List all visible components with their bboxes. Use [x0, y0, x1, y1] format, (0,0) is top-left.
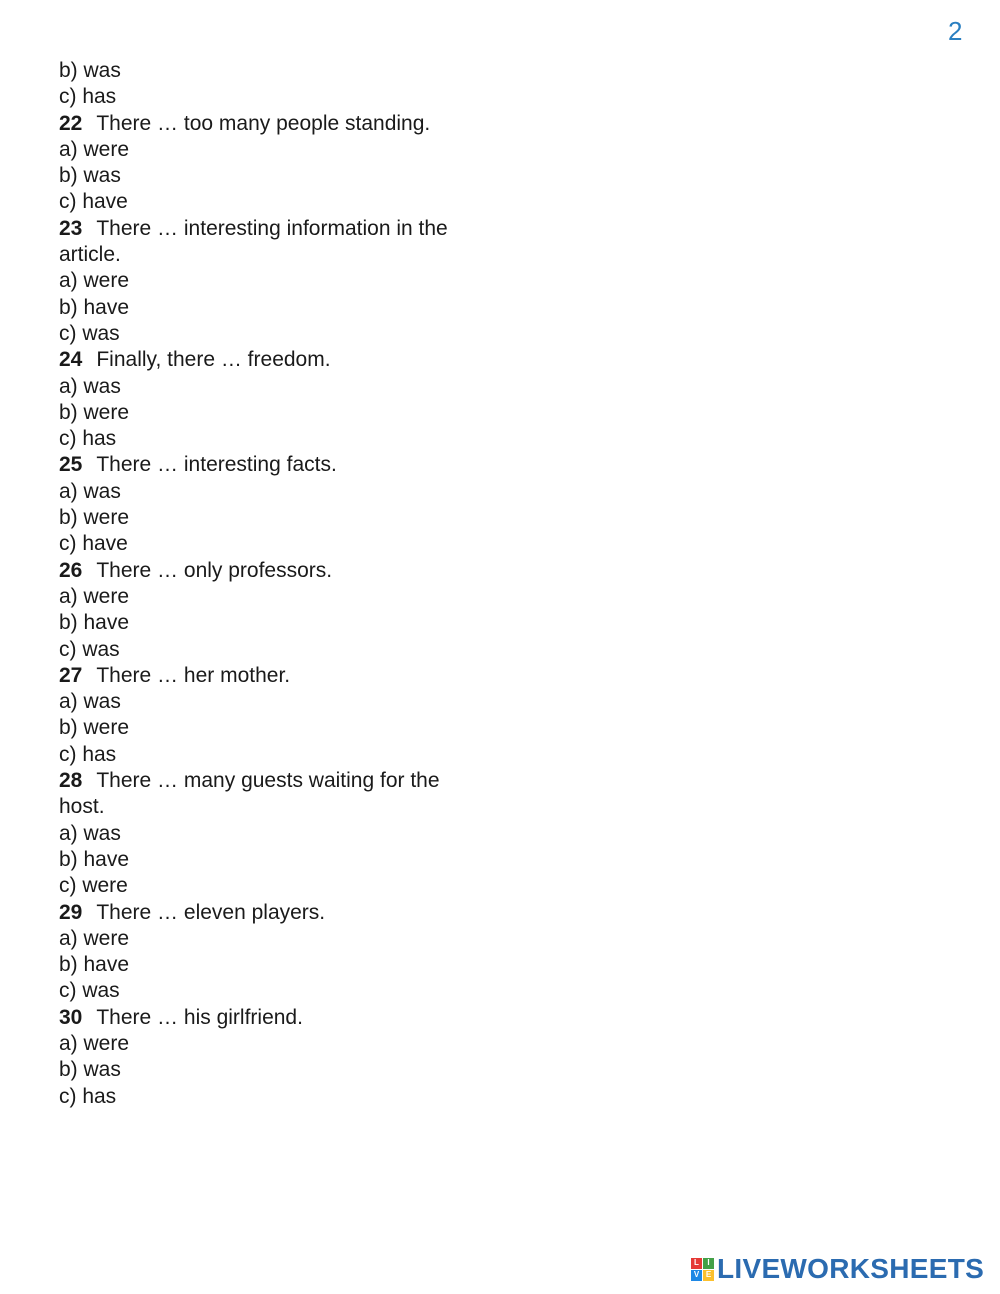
- answer-option[interactable]: b) were: [59, 400, 130, 424]
- logo-letter-cell: L: [691, 1258, 702, 1269]
- answer-option[interactable]: a) were: [59, 1031, 130, 1055]
- question-number: 28: [59, 769, 83, 793]
- answer-option[interactable]: b) have: [59, 611, 130, 635]
- question-prompt: There … many guests waiting for the host.: [59, 769, 440, 819]
- question-prompt: There … interesting information in the article.: [59, 216, 448, 267]
- question-block: [59, 558, 659, 663]
- question-block: [59, 768, 659, 899]
- question-number: 25: [59, 453, 83, 477]
- question-text: [59, 663, 469, 689]
- liveworksheets-logo: [691, 1252, 984, 1286]
- question-number: 24: [59, 348, 83, 372]
- question-text: [59, 1005, 469, 1031]
- answer-option[interactable]: c) have: [59, 190, 128, 214]
- answer-option[interactable]: a) was: [59, 690, 121, 714]
- option[interactable]: b) was: [59, 59, 121, 82]
- answer-option[interactable]: a) were: [59, 584, 130, 608]
- answer-option[interactable]: c) has: [59, 1084, 117, 1108]
- option[interactable]: c) has: [59, 85, 117, 109]
- answer-option[interactable]: b) was: [59, 164, 121, 188]
- answer-option[interactable]: b) was: [59, 1058, 121, 1082]
- page-number: 2: [948, 16, 963, 46]
- question-number: 27: [59, 663, 83, 687]
- logo-letter-cell: E: [703, 1270, 714, 1281]
- answer-option[interactable]: c) was: [59, 321, 120, 345]
- question-prompt: There … his girlfriend.: [96, 1005, 303, 1029]
- answer-option[interactable]: b) have: [59, 295, 130, 319]
- question-prompt: Finally, there … freedom.: [96, 348, 331, 372]
- intro-options: [59, 58, 659, 111]
- answer-option[interactable]: b) have: [59, 953, 130, 977]
- question-prompt: There … interesting facts.: [96, 453, 337, 477]
- question-text: [59, 452, 469, 478]
- question-block: [59, 663, 659, 768]
- answer-option[interactable]: c) was: [59, 637, 120, 661]
- answer-option[interactable]: c) has: [59, 742, 117, 766]
- question-number: 29: [59, 900, 83, 924]
- answer-option[interactable]: a) were: [59, 926, 130, 950]
- logo-letter-cell: I: [703, 1258, 714, 1269]
- answer-option[interactable]: c) has: [59, 427, 117, 451]
- question-block: [59, 900, 659, 1005]
- question-list: [59, 111, 659, 1110]
- question-text: [59, 900, 469, 926]
- logo-letter-cell: V: [691, 1270, 702, 1281]
- answer-option[interactable]: c) was: [59, 979, 120, 1003]
- question-prompt: There … only professors.: [96, 558, 333, 582]
- question-text: [59, 768, 469, 821]
- question-text: [59, 111, 469, 137]
- answer-option[interactable]: a) were: [59, 269, 130, 293]
- answer-option[interactable]: b) have: [59, 847, 130, 871]
- answer-option[interactable]: a) was: [59, 374, 121, 398]
- question-block: [59, 1005, 659, 1110]
- answer-option[interactable]: a) were: [59, 137, 130, 161]
- question-prompt: There … her mother.: [96, 663, 291, 687]
- question-text: [59, 216, 469, 269]
- question-number: 23: [59, 216, 83, 240]
- question-block: [59, 452, 659, 557]
- question-text: [59, 347, 469, 373]
- question-number: 22: [59, 111, 83, 135]
- question-block: [59, 111, 659, 216]
- logo-text: LIVEWORKSHEETS: [717, 1253, 985, 1284]
- logo-grid-icon: [691, 1258, 714, 1281]
- question-number: 30: [59, 1005, 83, 1029]
- question-number: 26: [59, 558, 83, 582]
- worksheet-content: [59, 58, 659, 1110]
- answer-option[interactable]: b) were: [59, 716, 130, 740]
- answer-option[interactable]: a) was: [59, 479, 121, 503]
- question-prompt: There … too many people standing.: [96, 111, 431, 135]
- question-block: [59, 347, 659, 452]
- question-block: [59, 216, 659, 347]
- question-text: [59, 558, 469, 584]
- answer-option[interactable]: c) have: [59, 532, 128, 556]
- answer-option[interactable]: a) was: [59, 821, 121, 845]
- answer-option[interactable]: c) were: [59, 874, 128, 898]
- answer-option[interactable]: b) were: [59, 506, 130, 530]
- question-prompt: There … eleven players.: [96, 900, 326, 924]
